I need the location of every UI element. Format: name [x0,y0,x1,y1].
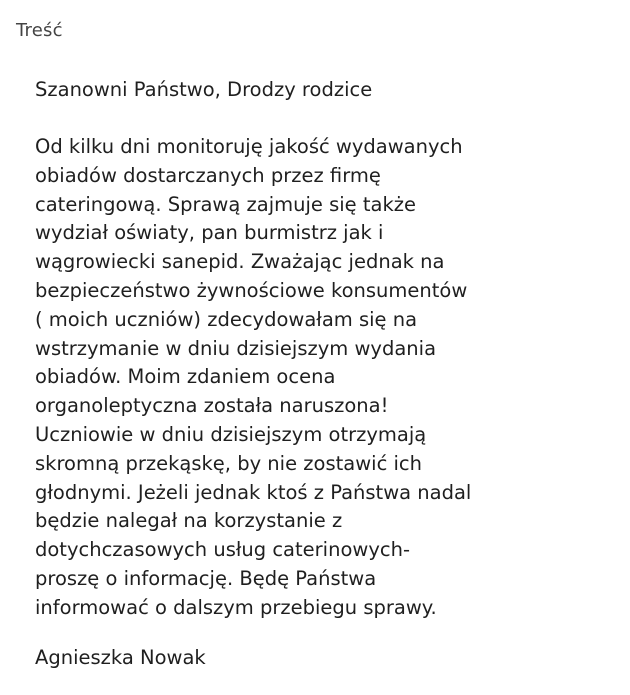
message-body-line: wągrowiecki sanepid. Zważając jednak na [35,250,445,274]
message-body [35,133,471,623]
message-body-line: bezpieczeństwo żywnościowe konsumentów [35,278,468,302]
section-label: Treść [16,20,63,41]
message-body-line: Uczniowie w dniu dzisiejszym otrzymają [35,422,427,446]
message-body-line: cateringową. Sprawą zajmuje się także [35,192,416,216]
message-body-line: skromną przekąskę, by nie zostawić ich [35,451,422,475]
message-body-line: głodnymi. Jeżeli jednak ktoś z Państwa nadal [35,480,472,504]
message-body-line: dotychczasowych usług caterinowych- [35,538,410,562]
message-body-line: obiadów dostarczanych przez firmę [35,163,381,187]
message-body-line: wydział oświaty, pan burmistrz jak i [35,221,384,245]
message-body-line: organoleptyczna została naruszona! [35,394,389,418]
message-body-line: informować o dalszym przebiegu sprawy. [35,595,437,619]
message-body-line: Od kilku dni monitoruję jakość wydawanych [35,135,463,158]
message-body-line: będzie nalegał na korzystanie z [35,509,343,533]
message-body-line: wstrzymanie w dniu dzisiejszym wydania [35,336,437,360]
message-body-line: ( moich uczniów) zdecydowałam się na [35,307,418,331]
message-body-line: proszę o informację. Będę Państwa [35,566,377,590]
message-signature: Agnieszka Nowak [35,646,206,669]
message-greeting: Szanowni Państwo, Drodzy rodzice [35,78,373,101]
message-body-line: obiadów. Moim zdaniem ocena [35,365,336,389]
